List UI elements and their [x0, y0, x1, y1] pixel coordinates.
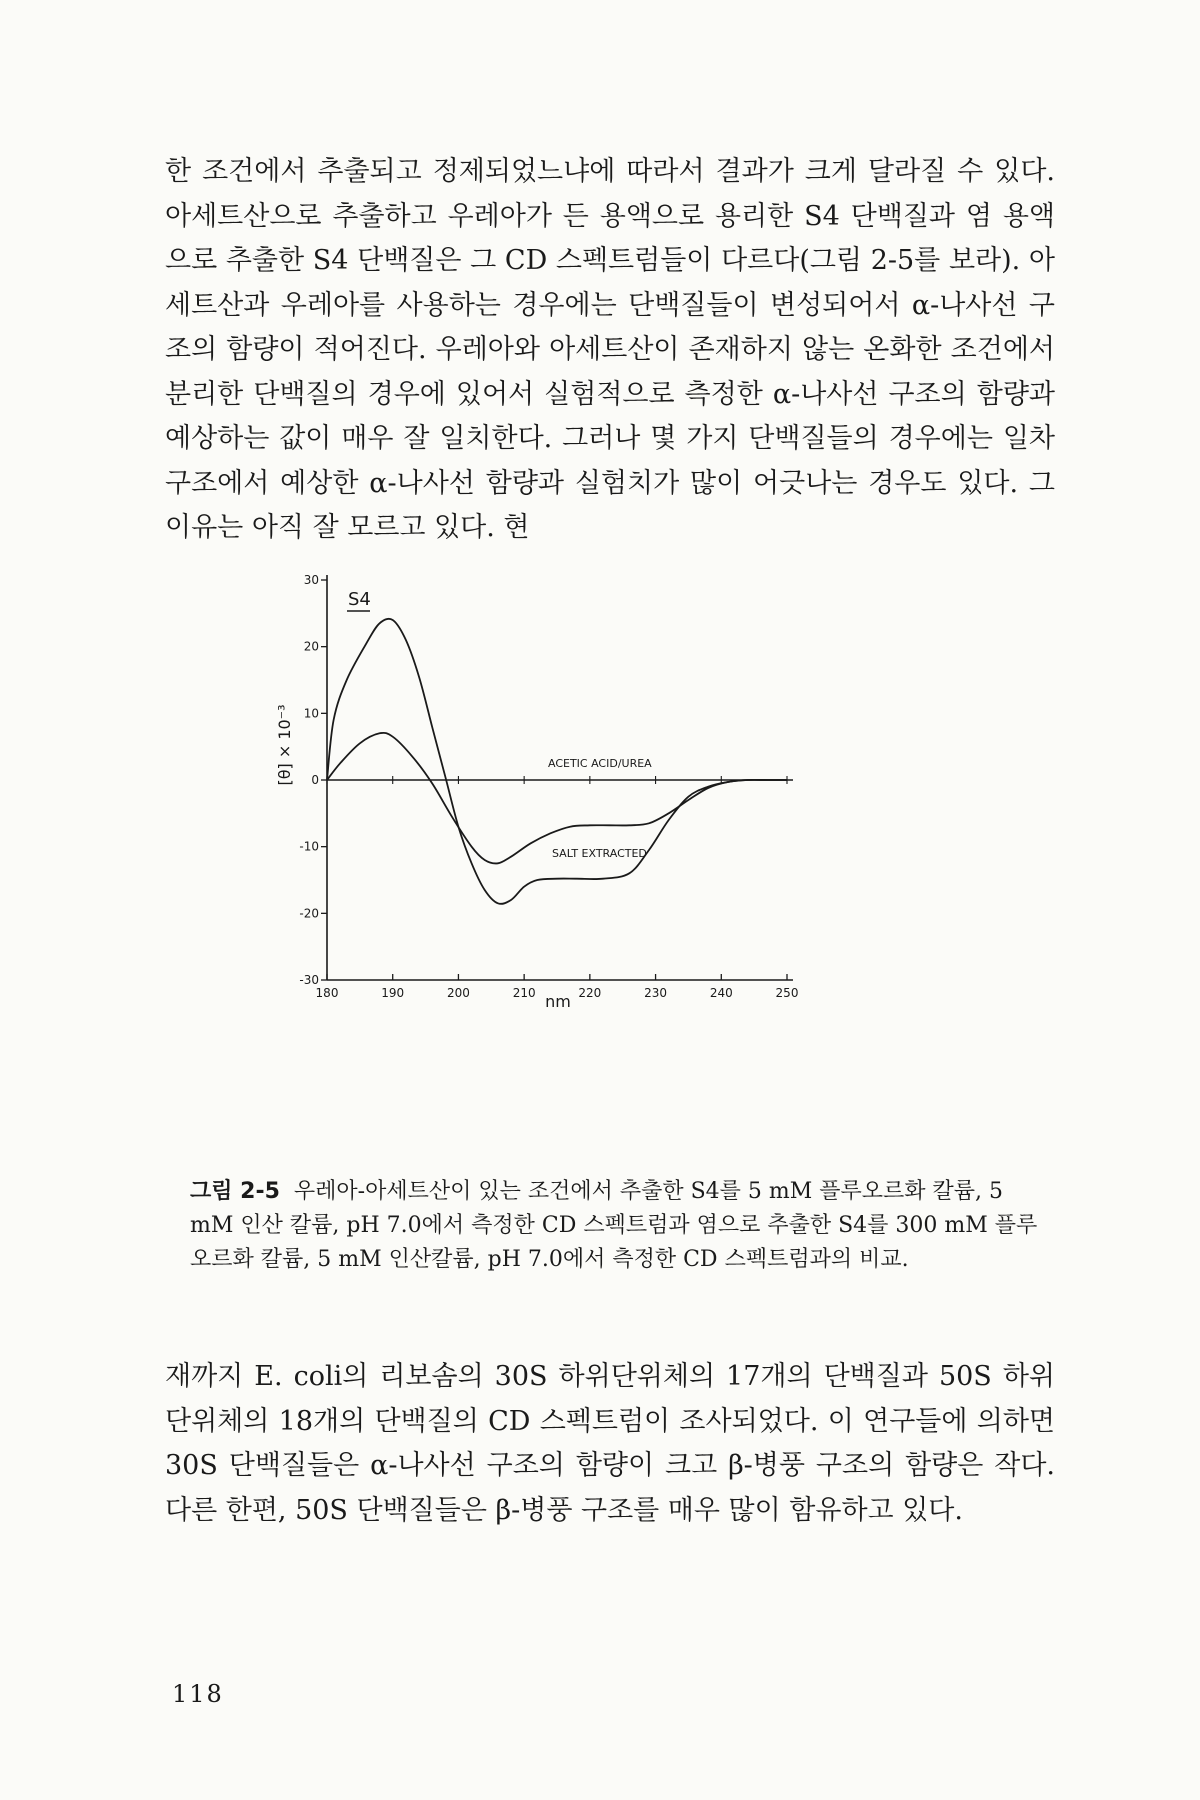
body-paragraph-bottom: 재까지 E. coli의 리보솜의 30S 하위단위체의 17개의 단백질과 50S 하위단위체의 18개의 단백질의 CD 스펙트럼이 조사되었다. 이 연구들에 의하면 30S 단백질들은 α-나사선 구조의 함량이 크고 β-병풍 구조의 함량은 작다. 다른 한편, 50S 단백질들은 β-병풍 구조를 매우 많이 함유하고 있다.: [165, 1361, 1055, 1526]
y-tick-label-2: 10: [303, 706, 319, 721]
y-tick-label-0: 30: [303, 573, 319, 587]
x-tick-label-2: 200: [446, 986, 470, 1000]
cd-spectrum-chart: [275, 573, 910, 1155]
x-tick-label-4: 220: [578, 986, 602, 1000]
caption-label: 그림 2-5: [190, 1179, 280, 1204]
x-tick-label-6: 240: [709, 986, 733, 1000]
body-paragraph-top: 한 조건에서 추출되고 정제되었느냐에 따라서 결과가 크게 달라질 수 있다. 아세트산으로 추출하고 우레아가 든 용액으로 용리한 S4 단백질과 염 용액으로 추출한 S4 단백질은 그 CD 스펙트럼들이 다르다(그림 2-5를 보라). 아세트산과 우레아를 사용하는 경우에는 단백질들이 변성되어서 α-나사선 구조의 함량이 적어진다. 우레아와 아세트산이 존재하지 않는 온화한 조건에서 분리한 단백질의 경우에 있어서 실험적으로 측정한 α-나사선 구조의 함량과 예상하는 값이 매우 잘 일치한다. 그러나 몇 가지 단백질들의 경우에는 일차구조에서 예상한 α-나사선 함량과 실험치가 많이 어긋나는 경우도 있다. 그 이유는 아직 잘 모르고 있다. 현: [165, 156, 1055, 543]
y-tick-label-5: -20: [299, 906, 319, 921]
chart-title: S4: [348, 589, 371, 610]
x-tick-label-0: 180: [315, 986, 339, 1000]
figure-caption: [190, 1175, 1040, 1277]
caption-text: 우레아-아세트산이 있는 조건에서 추출한 S4를 5 mM 플루오르화 칼륨, 5 mM 인산 칼륨, pH 7.0에서 측정한 CD 스펙트럼과 염으로 추출한 S4를 300 mM 플루오르화 칼륨, 5 mM 인산칼륨, pH 7.0에서 측정한 CD 스펙트럼과의 비교.: [190, 1179, 1038, 1272]
x-tick-label-1: 190: [381, 986, 405, 1000]
annotation-acetic-acid-urea: ACETIC ACID/UREA: [548, 757, 652, 770]
annotation-salt-extracted: SALT EXTRACTED: [552, 847, 647, 860]
x-tick-label-5: 230: [644, 986, 668, 1000]
chart-axes: [327, 575, 793, 980]
y-axis-label: [θ] × 10⁻³: [275, 704, 294, 786]
y-tick-label-6: -30: [299, 973, 319, 987]
x-tick-label-3: 210: [512, 986, 536, 1000]
chart-ticks: [299, 573, 798, 1000]
y-tick-label-3: 0: [311, 773, 319, 787]
y-tick-label-1: 20: [303, 639, 319, 654]
page-number: 118: [172, 1680, 224, 1708]
x-axis-label: nm: [545, 992, 571, 1011]
x-tick-label-7: 250: [775, 986, 799, 1000]
y-tick-label-4: -10: [299, 839, 319, 854]
series-acetic-acid-urea: [327, 733, 787, 864]
